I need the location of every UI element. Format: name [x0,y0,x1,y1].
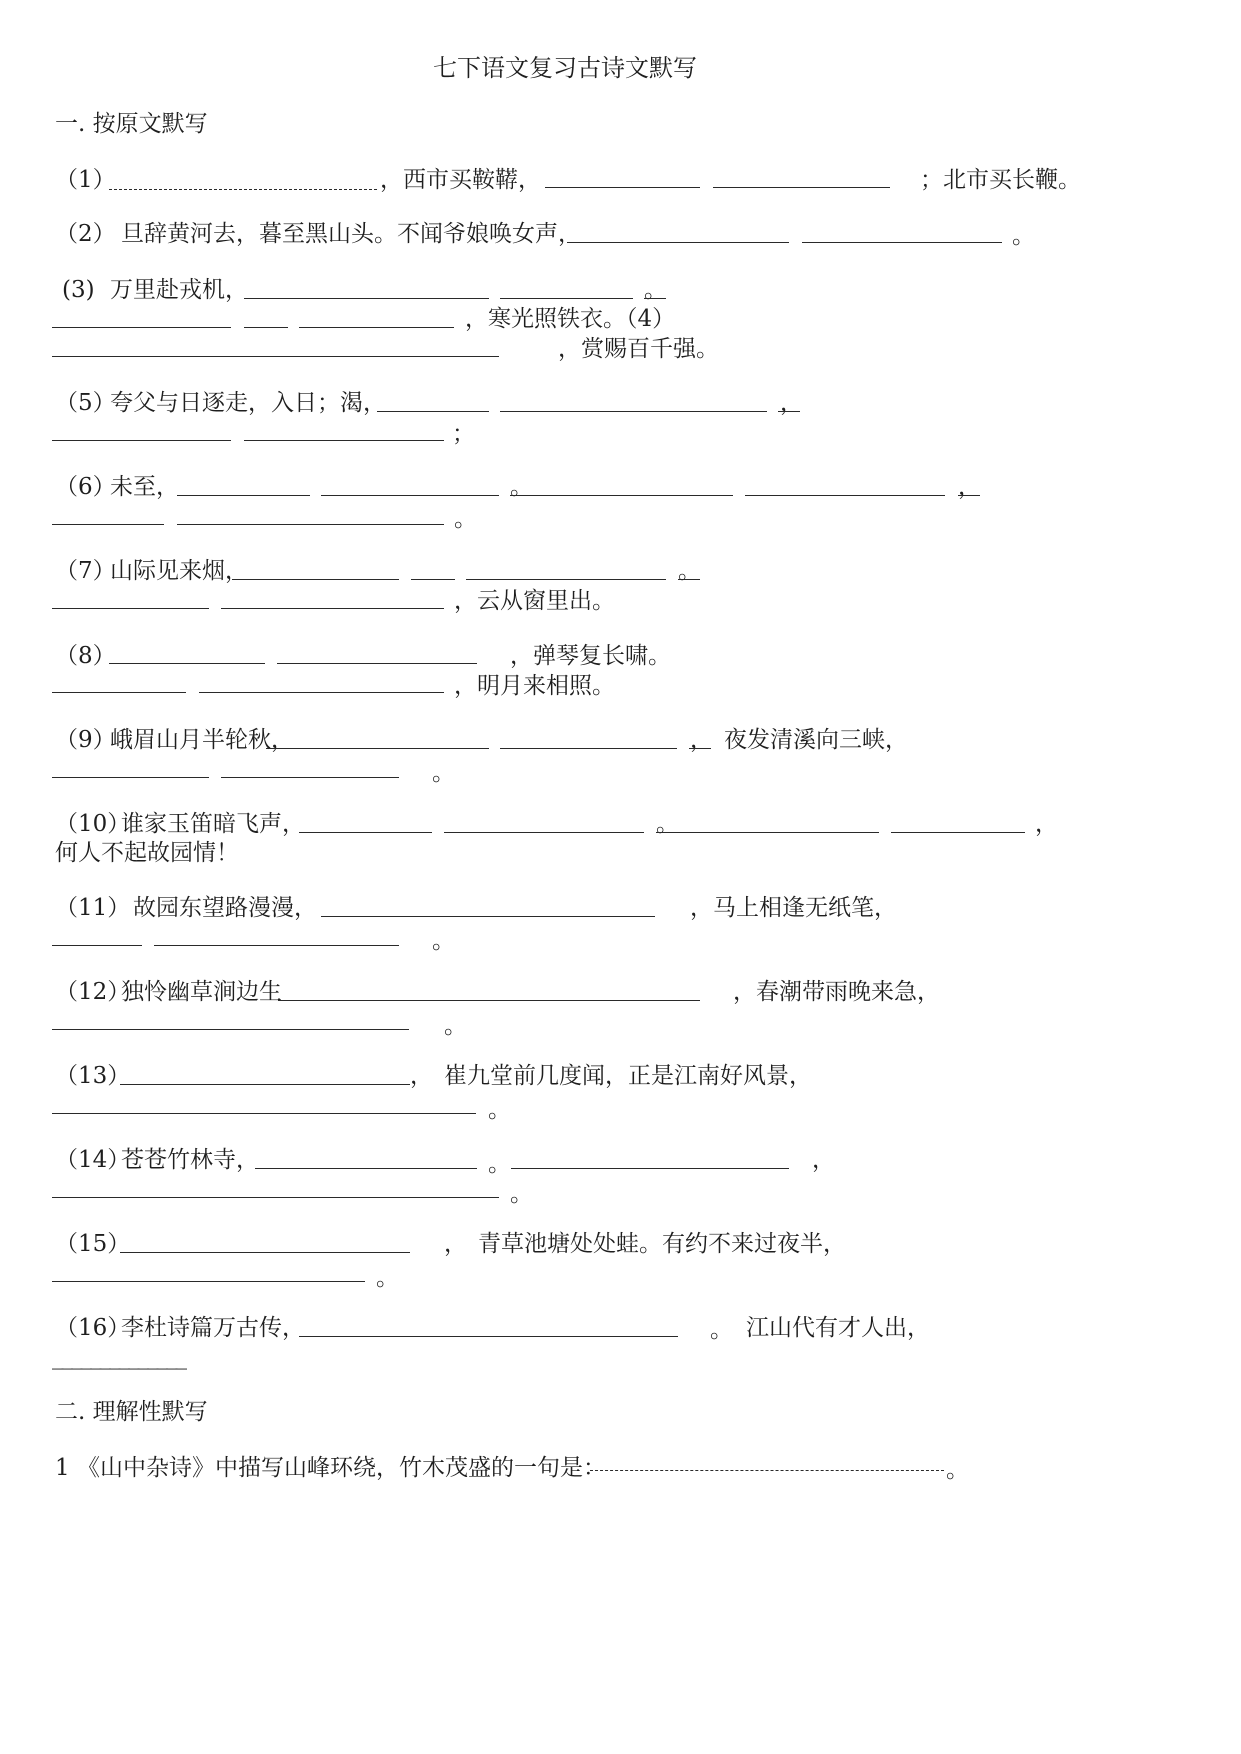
poem-text: 夜发清溪向三峡， [724,727,908,753]
answer-blank[interactable] [255,1168,477,1169]
poem-text: 。 [1012,223,1035,249]
poem-text: 。 [656,811,679,837]
answer-blank[interactable] [52,524,164,525]
answer-blank[interactable] [52,777,209,778]
answer-blank[interactable] [466,579,666,580]
poem-text: 。 [444,1013,467,1039]
answer-blank[interactable] [500,298,633,299]
poem-text: 夸父与日逐走，入日；渴， [110,390,386,416]
poem-text: 。 [710,1317,733,1343]
section-heading-2: 二. 理解性默写 [55,1399,208,1425]
poem-text: 。 [454,506,477,532]
poem-text: ，春潮带雨晚来急， [733,979,940,1005]
answer-blank[interactable] [177,524,444,525]
answer-blank[interactable] [321,495,499,496]
answer-blank[interactable] [52,327,231,328]
answer-blank[interactable] [52,945,142,946]
poem-text: ，寒光照铁衣。（4） [465,306,676,332]
answer-blank[interactable] [500,411,767,412]
poem-text: 何人不起故园情！ [55,840,239,866]
poem-text: 江山代有才人出， [746,1315,930,1341]
poem-text: 青草池塘处处蛙。有约不来过夜半， [478,1231,846,1257]
answer-blank[interactable] [511,1168,789,1169]
poem-text: ， [444,1231,467,1257]
answer-blank[interactable] [656,832,879,833]
answer-blank[interactable] [802,242,1002,243]
answer-blank[interactable]: ______________ [52,1344,185,1370]
question-text: 1 《山中杂诗》中描写山峰环绕，竹木茂盛的一句是： [55,1455,606,1481]
poem-text: 崔九堂前几度闻，正是江南好风景， [444,1063,812,1089]
answer-blank[interactable] [52,1029,409,1030]
answer-blank[interactable] [221,608,444,609]
answer-blank[interactable] [678,579,700,580]
poem-text: ，明月来相照。 [454,673,615,699]
answer-blank[interactable] [120,1084,410,1085]
answer-blank[interactable] [52,440,231,441]
poem-text: ， [690,727,713,753]
poem-text: 未至， [110,474,179,500]
answer-blank[interactable] [109,189,377,190]
poem-text: 。 [678,558,701,584]
poem-text: ，马上相逢无纸笔， [690,895,897,921]
poem-text: ，云从窗里出。 [454,588,615,614]
question-number: （6） [55,474,116,500]
answer-blank[interactable] [266,748,489,749]
poem-text: ；北市买长鞭。 [920,167,1081,193]
answer-blank[interactable] [232,579,399,580]
poem-text: 故园东望路漫漫， [133,895,317,921]
answer-blank[interactable] [109,663,265,664]
answer-blank[interactable] [500,748,677,749]
poem-text: 。 [488,1151,511,1177]
poem-text: 万里赴戎机， [110,277,248,303]
poem-text: ， [1035,811,1058,837]
poem-text: ， [780,390,803,416]
answer-blank[interactable] [745,495,945,496]
answer-blank[interactable] [958,495,980,496]
poem-text: ； [452,421,475,447]
answer-blank[interactable] [411,579,455,580]
answer-blank[interactable] [510,495,733,496]
answer-blank[interactable] [52,1197,499,1198]
question-number: （12） [55,979,131,1005]
page-title: 七下语文复习古诗文默写 [433,54,697,82]
question-number: （7） [55,558,116,584]
answer-blank[interactable] [199,692,444,693]
question-number: （9） [55,727,116,753]
answer-blank[interactable] [713,187,890,188]
poem-text: 苍苍竹林寺， [121,1147,259,1173]
answer-blank[interactable] [377,411,489,412]
question-number: （15） [55,1231,131,1257]
answer-blank[interactable] [321,916,655,917]
answer-blank[interactable] [299,327,454,328]
answer-blank[interactable] [778,411,800,412]
question-number: （5） [55,390,116,416]
question-number: （13） [55,1063,131,1089]
poem-text: 。 [510,474,533,500]
question-number: （14） [55,1147,131,1173]
poem-text: ，赏赐百千强。 [558,336,719,362]
answer-blank[interactable] [120,1252,410,1253]
answer-blank[interactable] [177,495,310,496]
question-number: (3) [62,277,95,303]
answer-blank[interactable] [52,1281,365,1282]
answer-blank[interactable] [52,1113,476,1114]
poem-text: 。 [644,277,667,303]
answer-blank[interactable] [244,440,444,441]
answer-blank[interactable] [444,832,644,833]
poem-text: 。 [432,928,455,954]
answer-blank[interactable] [299,1336,678,1337]
poem-text: ， [812,1147,835,1173]
answer-blank[interactable] [52,608,209,609]
poem-text: 谁家玉笛暗飞声， [121,811,305,837]
poem-text: ， [410,1063,433,1089]
question-number: （2） [55,221,116,247]
question-number: （1） [55,167,116,193]
answer-blank[interactable] [278,1000,700,1001]
poem-text: ， [958,474,981,500]
poem-text: 。 [488,1097,511,1123]
poem-text: 山际见来烟， [110,558,248,584]
question-number: （8） [55,643,116,669]
question-number: （10） [55,811,131,837]
answer-blank[interactable] [154,945,399,946]
poem-text: 。 [376,1265,399,1291]
poem-text: ，弹琴复长啸。 [510,643,671,669]
poem-text: 。 [432,760,455,786]
section-heading-1: 一. 按原文默写 [55,111,208,137]
answer-blank[interactable] [277,663,477,664]
answer-blank[interactable] [244,327,288,328]
answer-blank[interactable] [52,692,186,693]
poem-text: 李杜诗篇万古传， [121,1315,305,1341]
answer-blank[interactable] [891,832,1025,833]
poem-text: 峨眉山月半轮秋， [110,727,294,753]
answer-blank[interactable] [567,242,789,243]
answer-blank[interactable] [545,187,700,188]
answer-blank[interactable] [52,356,499,357]
answer-blank[interactable] [689,748,711,749]
question-number: （16） [55,1315,131,1341]
question-number: （11） [55,895,131,921]
poem-text: 旦辞黄河去，暮至黑山头。不闻爷娘唤女声， [121,221,581,247]
question-text: 。 [946,1457,969,1483]
answer-blank[interactable] [590,1470,944,1471]
answer-blank[interactable] [244,298,489,299]
answer-blank[interactable] [221,777,399,778]
poem-text: 独怜幽草涧边生 [121,979,282,1005]
answer-blank[interactable] [644,298,666,299]
poem-text: ，西市买鞍鞯， [380,167,541,193]
answer-blank[interactable] [299,832,432,833]
poem-text: 。 [510,1181,533,1207]
